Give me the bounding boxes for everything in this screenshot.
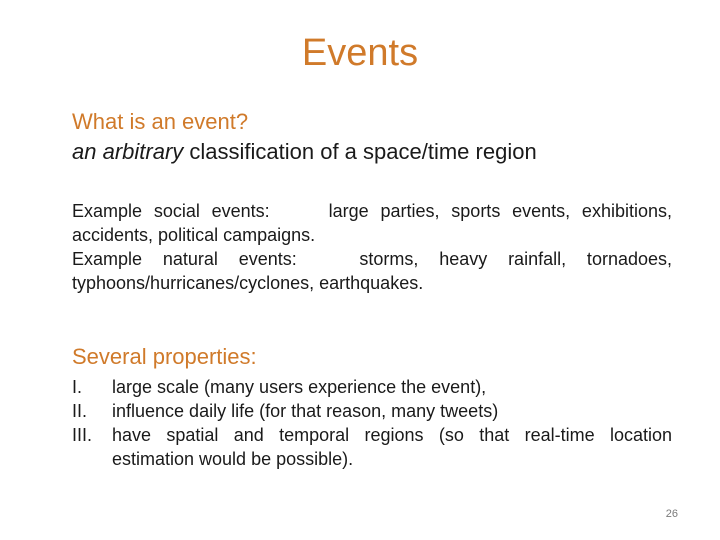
example-natural-text: storms, heavy rainfall, tornadoes, typhoons/hurricanes/cyclones, earthquakes. bbox=[72, 249, 672, 293]
property-text: have spatial and temporal regions (so that real-time location estimation would be possible). bbox=[112, 425, 672, 469]
property-item bbox=[72, 375, 672, 399]
definition-emphasis: an arbitrary bbox=[72, 139, 184, 164]
property-text: influence daily life (for that reason, many tweets) bbox=[112, 401, 499, 421]
property-number: III. bbox=[72, 425, 93, 445]
property-item bbox=[72, 423, 672, 471]
definition-answer bbox=[72, 137, 672, 167]
property-number: II. bbox=[72, 401, 88, 421]
definition-block bbox=[72, 107, 672, 167]
example-social-text: large parties, sports events, exhibitions, accidents, political campaigns. bbox=[72, 201, 672, 245]
property-number: I. bbox=[72, 377, 83, 397]
example-natural-label: Example natural events: bbox=[72, 249, 297, 269]
example-social-label: Example social events: bbox=[72, 201, 270, 221]
definition-question: What is an event? bbox=[72, 109, 249, 134]
example-social bbox=[72, 199, 672, 247]
example-natural bbox=[72, 247, 672, 295]
properties-heading: Several properties: bbox=[72, 344, 257, 369]
property-text: large scale (many users experience the event), bbox=[112, 377, 487, 397]
page-number: 26 bbox=[665, 508, 678, 520]
property-item bbox=[72, 399, 672, 423]
examples-block bbox=[72, 199, 672, 295]
properties-list bbox=[72, 375, 672, 471]
definition-answer-rest: classification of a space/time region bbox=[183, 139, 537, 164]
slide-title: Events bbox=[301, 32, 419, 74]
